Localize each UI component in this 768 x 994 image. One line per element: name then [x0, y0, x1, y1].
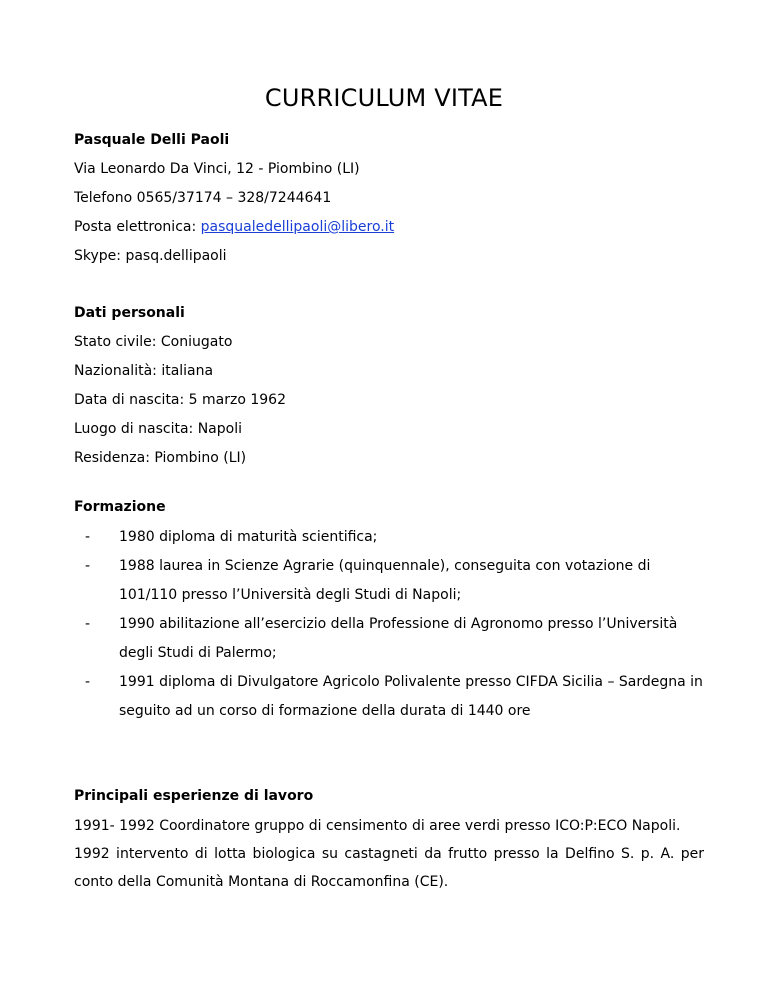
list-item — [74, 668, 704, 726]
list-item — [74, 523, 704, 552]
personal-data-section — [74, 301, 704, 471]
list-item-text: 1991 diploma di Divulgatore Agricolo Polivalente presso CIFDA Sicilia – Sardegna in seguito ad un corso di formazione della durata di 1440 ore — [119, 674, 703, 719]
personal-line: Nazionalità: italiana — [74, 363, 214, 379]
email-label: Posta elettronica: — [74, 219, 201, 235]
education-heading: Formazione — [74, 499, 166, 515]
phone-line: Telefono 0565/37174 – 328/7244641 — [74, 190, 332, 206]
personal-data-heading: Dati personali — [74, 305, 185, 321]
experience-item: 1992 intervento di lotta biologica su castagneti da frutto presso la Delfino S. p. A. per conto della Comunità Montana di Roccamonfina (CE). — [74, 846, 704, 890]
person-name: Pasquale Delli Paoli — [74, 132, 230, 148]
email-link[interactable]: pasqualedellipaoli@libero.it — [200, 219, 395, 235]
education-list — [74, 523, 704, 726]
list-item-text: 1980 diploma di maturità scientifica; — [119, 529, 378, 545]
experience-heading: Principali esperienze di lavoro — [74, 788, 314, 804]
dash-bullet: - — [85, 558, 91, 574]
dash-bullet: - — [85, 616, 91, 632]
experience-section — [74, 784, 704, 896]
dash-bullet: - — [85, 674, 91, 690]
document-title: CURRICULUM VITAE — [264, 84, 504, 112]
skype-line: Skype: pasq.dellipaoli — [74, 248, 227, 264]
list-item — [74, 610, 704, 668]
address-line: Via Leonardo Da Vinci, 12 - Piombino (LI) — [74, 161, 360, 177]
personal-line: Residenza: Piombino (LI) — [74, 450, 247, 466]
personal-line: Data di nascita: 5 marzo 1962 — [74, 392, 286, 408]
personal-line: Luogo di nascita: Napoli — [74, 421, 242, 437]
contact-block — [74, 128, 704, 269]
email-line — [74, 215, 704, 240]
list-item-text: 1990 abilitazione all’esercizio della Professione di Agronomo presso l’Università degli Studi di Palermo; — [119, 616, 678, 661]
education-heading-block — [74, 495, 704, 520]
list-item — [74, 552, 704, 610]
dash-bullet: - — [85, 529, 91, 545]
personal-line: Stato civile: Coniugato — [74, 334, 233, 350]
experience-item: 1991- 1992 Coordinatore gruppo di censimento di aree verdi presso ICO:P:ECO Napoli. — [74, 818, 681, 834]
list-item-text: 1988 laurea in Scienze Agrarie (quinquennale), conseguita con votazione di 101/110 presso l’Università degli Studi di Napoli; — [119, 558, 651, 603]
